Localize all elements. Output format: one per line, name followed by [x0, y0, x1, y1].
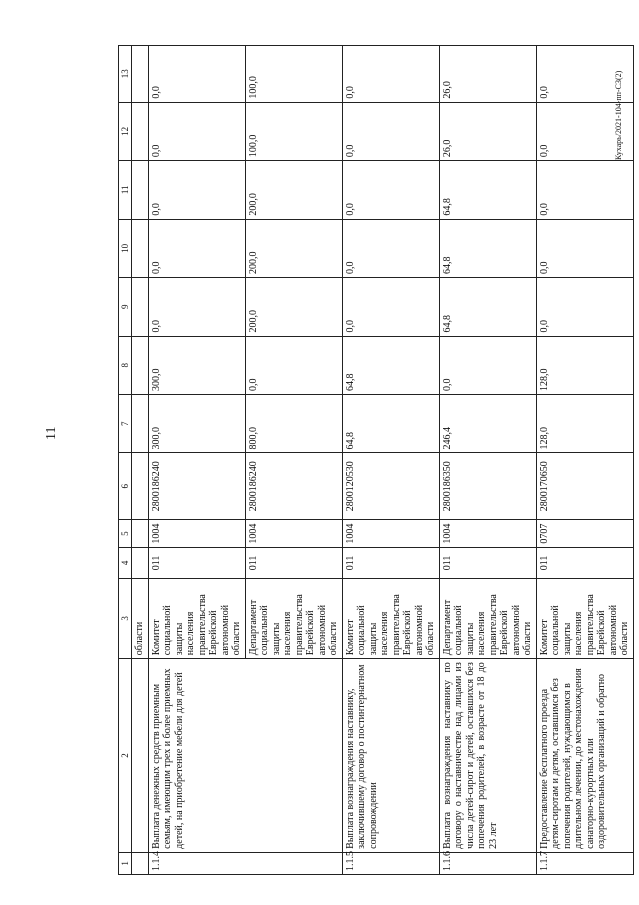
grbs-code: 011: [245, 548, 342, 578]
year-value: 200,0: [245, 219, 342, 277]
section-code: 1004: [342, 520, 439, 548]
header-cell: 12: [119, 102, 132, 160]
year-value: 0,0: [536, 102, 633, 160]
year-value: 26,0: [439, 102, 536, 160]
year-value: 64,8: [439, 161, 536, 219]
year-value: 0,0: [148, 46, 245, 103]
header-cell: 10: [119, 219, 132, 277]
year-value: 0,0: [439, 336, 536, 394]
csr-code: 2800186240: [148, 453, 245, 520]
measure-name: Выплата денежных средств приемным семьям, имеющим трех и более приемных детей, на приобретение мебели для детей: [148, 659, 342, 853]
header-cell: 6: [119, 453, 132, 520]
year-value: 100,0: [245, 102, 342, 160]
year-value: 0,0: [536, 46, 633, 103]
grbs-code: 011: [439, 548, 536, 578]
year-value: 0,0: [342, 46, 439, 103]
document-code: Кухарь/2021-104-пп-СЗ(2): [614, 70, 623, 160]
year-value: 300,0: [148, 336, 245, 394]
continuation-cell: области: [132, 578, 149, 659]
grbs-code: 011: [536, 548, 633, 578]
year-value: 0,0: [245, 336, 342, 394]
year-value: 0,0: [342, 161, 439, 219]
row-number: 1.1.4: [148, 852, 342, 874]
table-row: [342, 46, 439, 875]
year-value: 0,0: [342, 278, 439, 336]
csr-code: 2800170650: [536, 453, 633, 520]
continuation-row: [132, 46, 149, 875]
measure-name: Предоставление бесплатного проезда детям-сиротам и детям, оставшимся без попечения родителей, нуждающимся в длительном лечении, до местонахождения санаторно-курортных или оздоровительных организаций и обратно: [536, 659, 633, 853]
year-value: 64,8: [439, 219, 536, 277]
section-code: 1004: [245, 520, 342, 548]
header-cell: 7: [119, 395, 132, 453]
header-cell: 13: [119, 46, 132, 103]
grbs-code: 011: [148, 548, 245, 578]
year-value: 200,0: [245, 278, 342, 336]
total-value: 300,0: [148, 395, 245, 453]
row-number: 1.1.5: [342, 852, 439, 874]
section-code: 1004: [148, 520, 245, 548]
year-value: 0,0: [148, 278, 245, 336]
executor: Департамент социальной защиты населения правительства Еврейской автономной области: [245, 578, 342, 659]
csr-code: 2800120530: [342, 453, 439, 520]
page-number: 11: [44, 426, 59, 440]
year-value: 0,0: [148, 102, 245, 160]
csr-code: 2800186240: [245, 453, 342, 520]
year-value: 64,8: [342, 336, 439, 394]
program-table: [118, 45, 634, 875]
header-cell: 11: [119, 161, 132, 219]
year-value: 64,8: [439, 278, 536, 336]
header-cell: 5: [119, 520, 132, 548]
total-value: 128,0: [536, 395, 633, 453]
header-cell: 1: [119, 852, 132, 874]
row-number: 1.1.6: [439, 852, 536, 874]
year-value: 0,0: [148, 161, 245, 219]
year-value: 26,0: [439, 46, 536, 103]
executor: Комитет социальной защиты населения правительства Еврейской автономной области: [536, 578, 633, 659]
year-value: 0,0: [342, 102, 439, 160]
year-value: 200,0: [245, 161, 342, 219]
total-value: 64,8: [342, 395, 439, 453]
header-row: [119, 46, 132, 875]
section-code: 1004: [439, 520, 536, 548]
measure-name: Выплата вознаграждения наставнику, заключившему договор о постинтернатном сопровождении: [342, 659, 439, 853]
year-value: 100,0: [245, 46, 342, 103]
total-value: 800,0: [245, 395, 342, 453]
executor: Департамент социальной защиты населения правительства Еврейской автономной области: [439, 578, 536, 659]
year-value: 0,0: [536, 161, 633, 219]
table-row: [536, 46, 633, 875]
csr-code: 2800186350: [439, 453, 536, 520]
table-row: [439, 46, 536, 875]
section-code: 0707: [536, 520, 633, 548]
header-cell: 8: [119, 336, 132, 394]
header-cell: 4: [119, 548, 132, 578]
year-value: 0,0: [536, 278, 633, 336]
year-value: 128,0: [536, 336, 633, 394]
total-value: 246,4: [439, 395, 536, 453]
executor: Комитет социальной защиты населения правительства Еврейской автономной области: [342, 578, 439, 659]
row-number: 1.1.7: [536, 852, 633, 874]
header-cell: 9: [119, 278, 132, 336]
grbs-code: 011: [342, 548, 439, 578]
year-value: 0,0: [148, 219, 245, 277]
executor: Комитет социальной защиты населения правительства Еврейской автономной области: [148, 578, 245, 659]
measure-name: Выплата вознаграждения наставнику по договору о наставничестве над лицами из числа детей-сирот и детей, оставшихся без попечения родителей, в возрасте от 18 до 23 лет: [439, 659, 536, 853]
table-row: [148, 46, 245, 875]
year-value: 0,0: [536, 219, 633, 277]
year-value: 0,0: [342, 219, 439, 277]
header-cell: 3: [119, 578, 132, 659]
header-cell: 2: [119, 659, 132, 853]
